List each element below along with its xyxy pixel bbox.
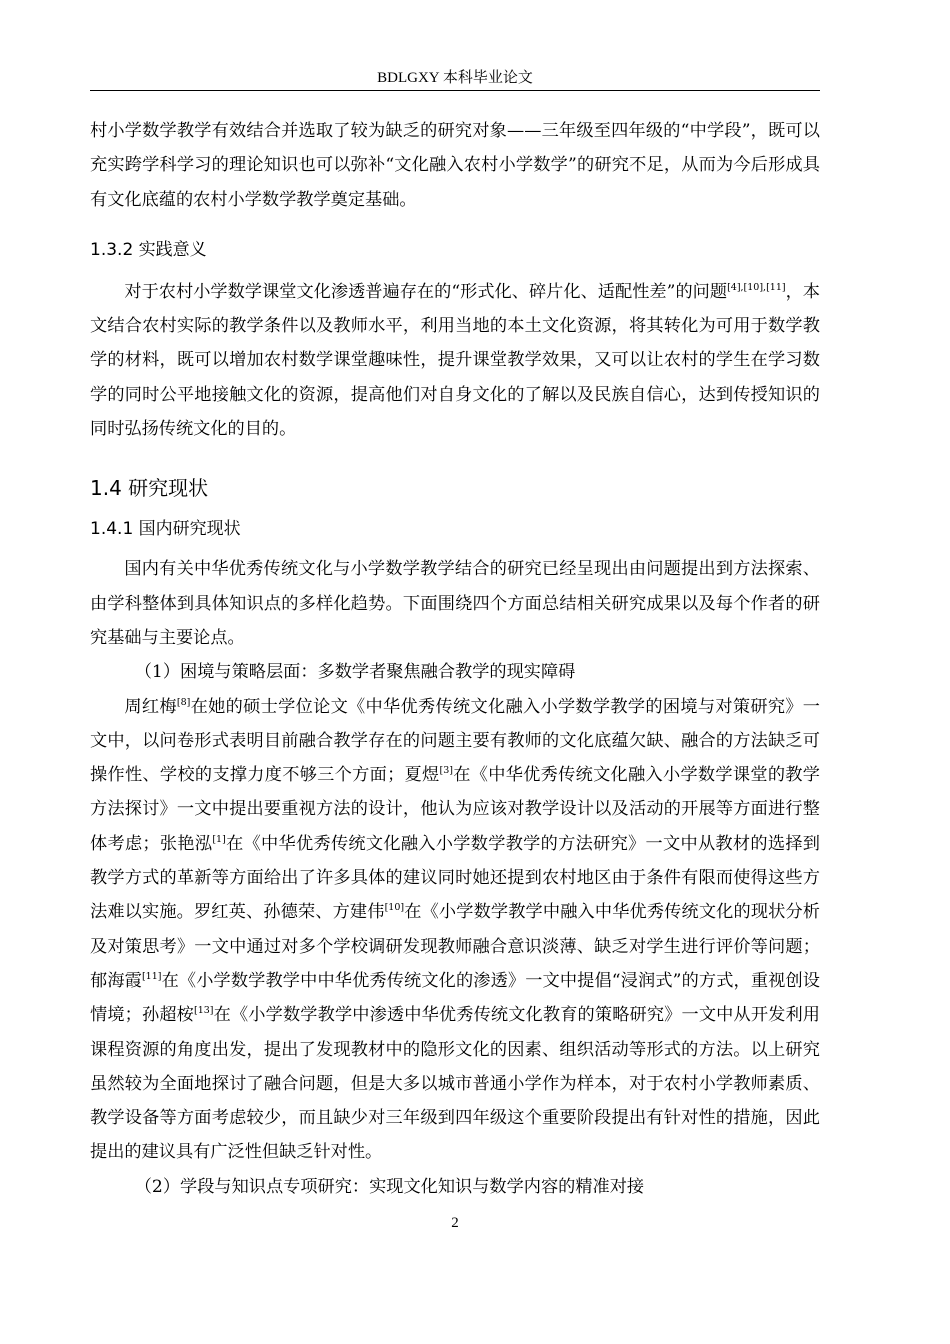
text-run: 周红梅 — [124, 696, 177, 717]
citation: [11] — [141, 970, 162, 982]
text-run: 对于农村小学数学课堂文化渗透普遍存在的“形式化、碎片化、适配性差”的问题 — [124, 281, 728, 302]
text-run: 在《中华优秀传统文化融入小学数学课堂的教学方法探讨》一文中提出要重视方法的设计，他认为应该对教学设计以及活动的开展等方面进行整体考虑；张艳泓 — [90, 765, 820, 854]
heading-1-4-1: 1.4.1 国内研究现状 — [90, 519, 241, 540]
paragraph-literature-review — [90, 690, 820, 1170]
text-run: 在《中华优秀传统文化融入小学数学教学的方法研究》一文中从教材的选择到教学方式的革新等方面给出了许多具体的建议同时她还提到农村地区由于条件有限而使得这些方法难以实施。罗红英、孙德荣、方建伟 — [90, 833, 820, 923]
citation: [3] — [439, 765, 453, 777]
citation: [8] — [176, 696, 191, 708]
heading-1-4: 1.4 研究现状 — [90, 476, 209, 501]
heading-1-3-2: 1.3.2 实践意义 — [90, 239, 207, 260]
list-item-2: （2）学段与知识点专项研究：实现文化知识与数学内容的精准对接 — [134, 1176, 645, 1197]
citation: [1] — [212, 833, 226, 845]
paragraph-domestic-overview: 国内有关中华优秀传统文化与小学数学教学结合的研究已经呈现出由问题提出到方法探索、由学科整体到具体知识点的多样化趋势。下面围绕四个方面总结相关研究成果以及每个作者的研究基础与主要论点。 — [90, 559, 820, 648]
body-text — [90, 114, 820, 1204]
text-run: 在她的硕士学位论文《中华优秀传统文化融入小学数学教学的困境与对策研究》一文中，以问卷形式表明目前融合教学存在的问题主要有教师的文化底蕴欠缺、融合的方法缺乏可操作性、学校的支撑力度不够三个方面；夏煜 — [90, 696, 820, 786]
paragraph-practical-significance — [90, 275, 820, 446]
citation: [13] — [193, 1005, 214, 1017]
citation: [10] — [384, 902, 405, 914]
paragraph-continued: 村小学数学教学有效结合并选取了较为缺乏的研究对象——三年级至四年级的“中学段”，既可以充实跨学科学习的理论知识也可以弥补“文化融入农村小学数学”的研究不足，从而为今后形成具有文化底蕴的农村小学数学教学奠定基础。 — [90, 121, 820, 210]
list-item-1: （1）困境与策略层面：多数学者聚焦融合教学的现实障碍 — [134, 662, 576, 683]
header-rule — [90, 90, 820, 91]
text-run: 在《小学数学教学中中华优秀传统文化的渗透》一文中提倡“浸润式”的方式，重视创设情境；孙超桉 — [90, 970, 820, 1026]
text-run: 在《小学数学教学中融入中华优秀传统文化的现状分析及对策思考》一文中通过对多个学校调研发现教师融合意识淡薄、缺乏对学生进行评价等问题；郁海霞 — [90, 902, 820, 991]
citation: [4],[10],[11] — [727, 281, 786, 293]
text-run: 在《小学数学教学中渗透中华优秀传统文化教育的策略研究》一文中从开发利用课程资源的角度出发，提出了发现教材中的隐形文化的因素、组织活动等形式的方法。以上研究虽然较为全面地探讨了融合问题，但是大多以城市普通小学作为样本，对于农村小学教师素质、教学设备等方面考虑较少，而且缺少对三年级到四年级这个重要阶段提出有针对性的措施，因此提出的建议具有广泛性但缺乏针对性。 — [90, 1005, 820, 1163]
page-number: 2 — [451, 1215, 459, 1231]
running-header: BDLGXY 本科毕业论文 — [377, 70, 533, 86]
text-run: ，本文结合农村实际的教学条件以及教师水平，利用当地的本土文化资源，将其转化为可用于数学教学的材料，既可以增加农村数学课堂趣味性，提升课堂教学效果，又可以让农村的学生在学习数学的同时公平地接触文化的资源，提高他们对自身文化的了解以及民族自信心，达到传授知识的同时弘扬传统文化的目的。 — [90, 281, 820, 440]
